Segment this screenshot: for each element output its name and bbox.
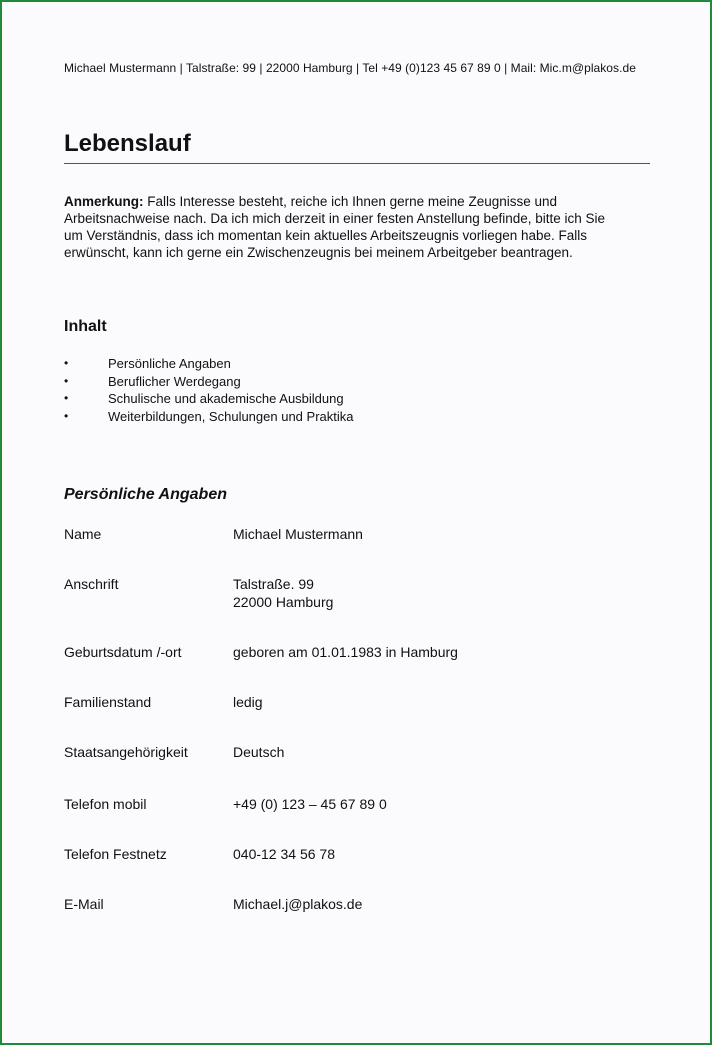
title-divider bbox=[64, 163, 650, 164]
remark-label: Anmerkung: bbox=[64, 194, 144, 209]
bullet-icon: • bbox=[64, 409, 69, 424]
info-label: Telefon Festnetz bbox=[64, 846, 167, 862]
remark-paragraph bbox=[64, 193, 624, 261]
toc-item-label: Persönliche Angaben bbox=[108, 356, 231, 371]
toc-item-label: Weiterbildungen, Schulungen und Praktika bbox=[108, 409, 354, 425]
info-label: Anschrift bbox=[64, 576, 119, 592]
info-value: Michael Mustermann bbox=[233, 526, 363, 542]
info-value: ledig bbox=[233, 694, 263, 710]
toc-item bbox=[64, 390, 353, 408]
bullet-icon: • bbox=[64, 391, 69, 406]
info-value: +49 (0) 123 – 45 67 89 0 bbox=[233, 796, 387, 812]
toc-item bbox=[64, 355, 353, 373]
toc-list bbox=[64, 355, 353, 426]
info-label: Telefon mobil bbox=[64, 796, 147, 812]
page-title: Lebenslauf bbox=[64, 130, 191, 157]
info-value: Deutsch bbox=[233, 744, 285, 760]
info-label: Staatsangehörigkeit bbox=[64, 744, 188, 760]
toc-item-label: Schulische und akademische Ausbildung bbox=[108, 391, 344, 407]
info-label: Familienstand bbox=[64, 694, 152, 710]
info-value: Michael.j@plakos.de bbox=[233, 896, 363, 912]
contact-header: Michael Mustermann | Talstraße: 99 | 22000 Hamburg | Tel +49 (0)123 45 67 89 0 | Mail: Mic.m@plakos.de bbox=[64, 61, 636, 75]
bullet-icon: • bbox=[64, 373, 69, 388]
bullet-icon: • bbox=[64, 356, 69, 370]
address-city: 22000 Hamburg bbox=[233, 594, 334, 610]
info-value: geboren am 01.01.1983 in Hamburg bbox=[233, 644, 458, 660]
info-value bbox=[233, 575, 333, 611]
address-street: Talstraße. 99 bbox=[233, 576, 314, 592]
remark-text: Falls Interesse besteht, reiche ich Ihnen gerne meine Zeugnisse und Arbeitsnachweise nach. Da ich mich derzeit in einer festen Anstellung befinde, bitte ich Sie um Verständnis, dass ich momentan kein aktuelles Arbeitszeugnis vorliegen habe. Falls erwünscht, kann ich gerne ein Zwischenzeugnis bei meinem Arbeitgeber beantragen. bbox=[64, 194, 606, 260]
info-label: Geburtsdatum /-ort bbox=[64, 644, 182, 660]
toc-heading: Inhalt bbox=[64, 318, 107, 335]
info-label: Name bbox=[64, 526, 102, 542]
personal-section-heading: Persönliche Angaben bbox=[64, 486, 227, 503]
info-value: 040-12 34 56 78 bbox=[233, 846, 335, 862]
toc-item bbox=[64, 373, 353, 391]
info-label: E-Mail bbox=[64, 896, 104, 912]
toc-item bbox=[64, 408, 353, 426]
toc-item-label: Beruflicher Werdegang bbox=[108, 373, 241, 389]
